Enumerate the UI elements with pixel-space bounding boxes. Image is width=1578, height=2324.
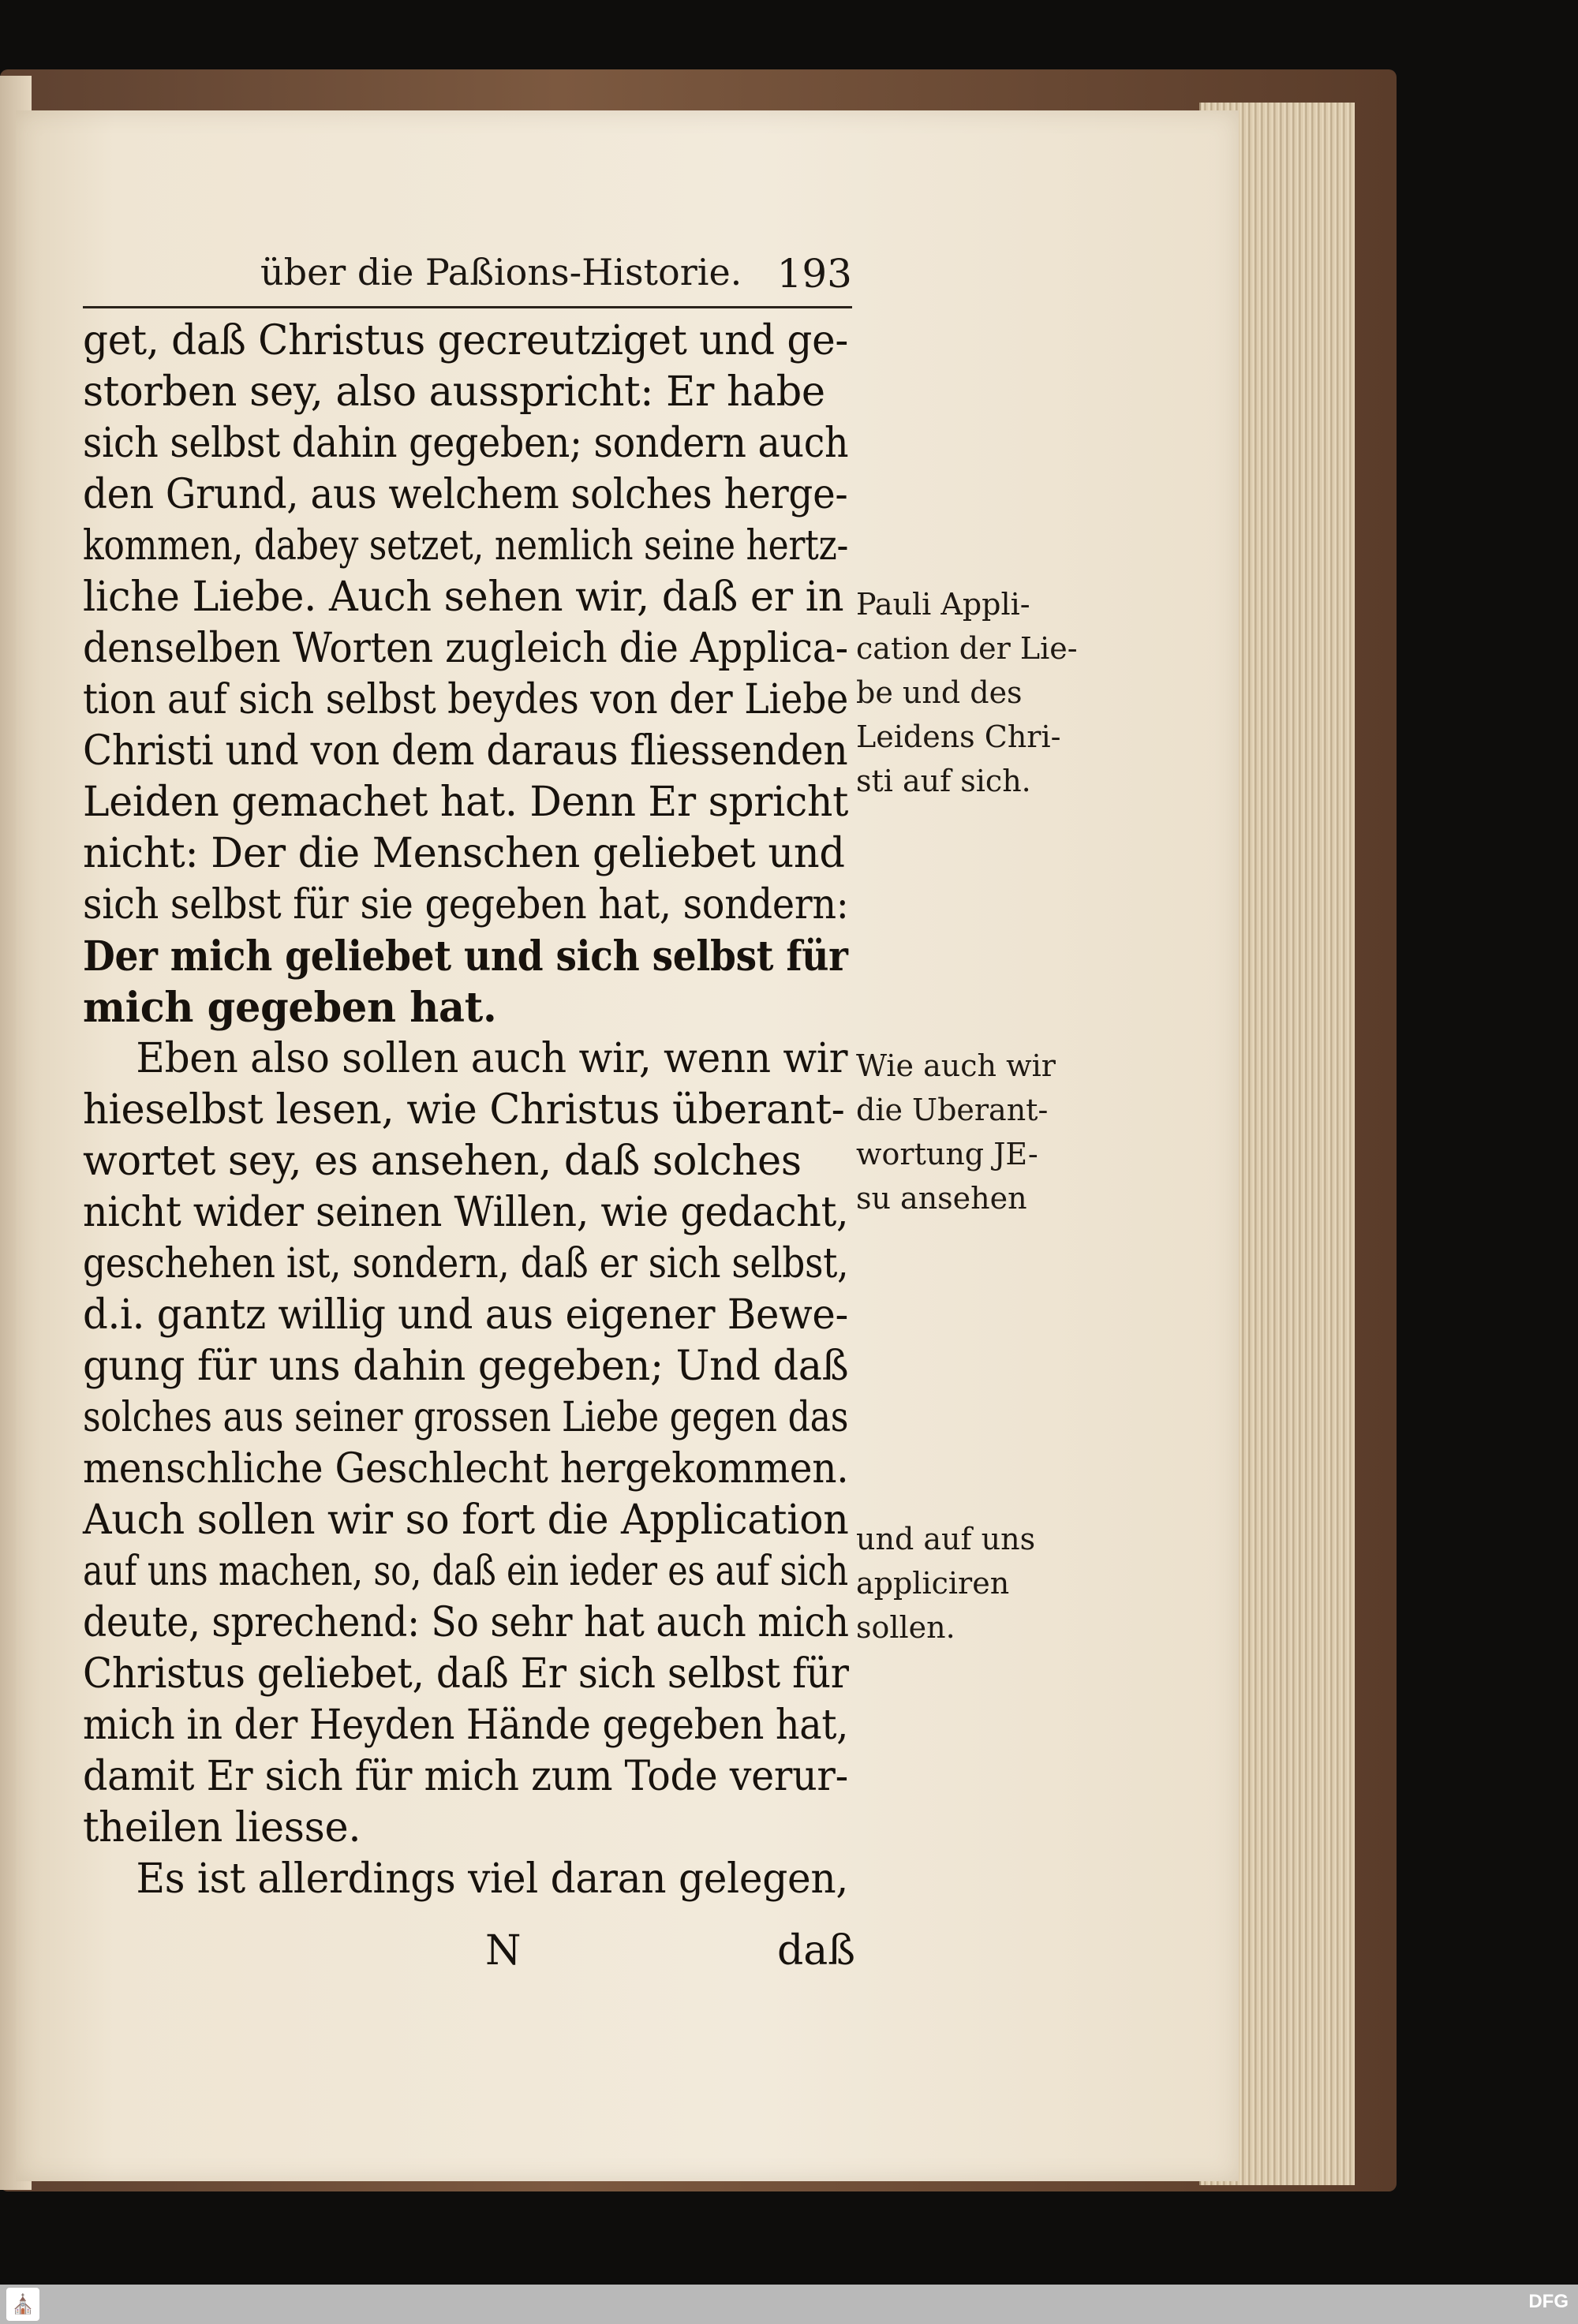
catchword: daß [777,1927,856,1975]
running-head-title: über die Paßions-Historie. [260,251,742,293]
page-number: 193 [776,251,852,297]
text-line: mich gegeben hat. [83,984,497,1032]
viewer-footer-bar [0,2285,1578,2324]
margin-note-appliciren [856,1517,1093,1650]
running-head [260,245,852,300]
margin-note-line: su ansehen [856,1181,1027,1216]
text-line: denselben Worten zugleich die Applica- [83,625,848,672]
margin-note-uberantwortung [856,1044,1093,1220]
text-line: mich in der Heyden Hände gegeben hat, [83,1702,849,1749]
text-line: wortet sey, es ansehen, daß solches [83,1138,802,1185]
margin-note-line: wortung JE- [856,1137,1038,1171]
margin-note-line: und auf uns [856,1522,1036,1556]
margin-note-line: sti auf sich. [856,764,1031,798]
text-line: deute, sprechend: So sehr hat auch mich [83,1599,849,1646]
header-rule [83,306,852,308]
text-line: den Grund, aus welchem solches herge- [83,471,848,518]
text-line: d.i. gantz willig und aus eigener Bewe- [83,1291,849,1339]
margin-note-line: Wie auch wir [856,1048,1056,1083]
text-line: damit Er sich für mich zum Tode verur- [83,1753,848,1800]
library-logo-icon: ⛪ [6,2288,39,2321]
text-line: liche Liebe. Auch sehen wir, daß er in [83,574,844,621]
text-line: gung für uns dahin gegeben; Und daß [83,1343,849,1390]
margin-note-line: appliciren [856,1566,1010,1601]
text-line: Der mich geliebet und sich selbst für [83,932,848,981]
margin-note-line: Leidens Chri- [856,719,1061,754]
text-line: Leiden gemachet hat. Denn Er spricht [83,779,849,826]
signature-mark: N [485,1927,522,1975]
text-line: solches aus seiner grossen Liebe gegen das [83,1394,849,1441]
text-line: Christus geliebet, daß Er sich selbst für [83,1650,849,1698]
text-line: storben sey, also ausspricht: Er habe [83,368,825,416]
text-line: Es ist allerdings viel daran gelegen, [136,1855,849,1903]
body-text [83,316,864,1905]
text-line: auf uns machen, so, daß ein ieder es auf sich [83,1548,848,1595]
text-line: sich selbst für sie gegeben hat, sondern: [83,881,849,928]
text-line: hieselbst lesen, wie Christus überant- [83,1086,845,1134]
margin-note-line: cation der Lie- [856,631,1078,666]
text-line: theilen liesse. [83,1804,361,1851]
text-line: tion auf sich selbst beydes von der Liebe [83,676,849,723]
dfg-badge: DFG [1528,2291,1569,2312]
margin-note-line: Pauli Appli- [856,587,1030,622]
margin-note-line: die Uberant- [856,1093,1049,1127]
text-line: Christi und von dem daraus fliessenden [83,727,848,775]
text-line: nicht wider seinen Willen, wie gedacht, [83,1189,849,1236]
text-line: get, daß Christus gecreutziget und ge- [83,317,849,364]
text-line: menschliche Geschlecht hergekommen. [83,1445,849,1493]
text-line: geschehen ist, sondern, daß er sich selbst, [83,1240,849,1287]
text-line: Auch sollen wir so fort die Application [83,1496,849,1544]
margin-note-pauli-application [856,582,1093,803]
margin-note-line: sollen. [856,1610,955,1645]
text-line: kommen, dabey setzet, nemlich seine hertz- [83,522,849,570]
text-line: Eben also sollen auch wir, wenn wir [136,1035,848,1082]
text-line: nicht: Der die Menschen geliebet und [83,830,845,877]
text-line: sich selbst dahin gegeben; sondern auch [83,420,849,467]
margin-note-line: be und des [856,675,1023,710]
